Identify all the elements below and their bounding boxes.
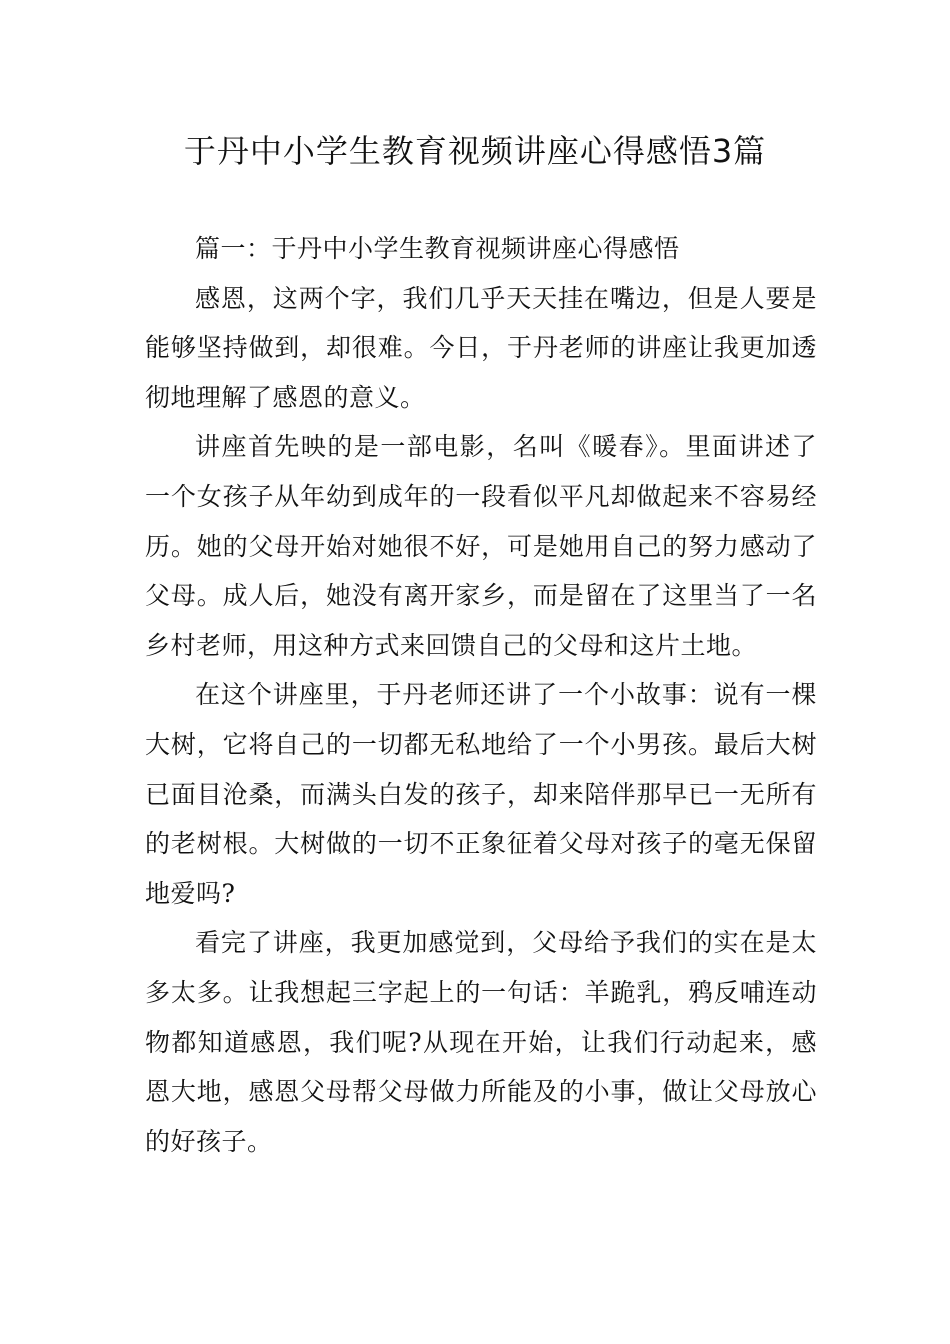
paragraph: 在这个讲座里，于丹老师还讲了一个小故事：说有一棵大树，它将自己的一切都无私地给了一个小男孩。最后大树已面目沧桑，而满头白发的孩子，却来陪伴那早已一无所有的老树根。大树做的一切不正象征着父母对孩子的毫无保留地爱吗? [145, 680, 817, 908]
document-body [145, 224, 817, 1166]
section-heading: 篇一：于丹中小学生教育视频讲座心得感悟 [195, 234, 680, 263]
document-title: 于丹中小学生教育视频讲座心得感悟3篇 [183, 132, 767, 170]
paragraph: 看完了讲座，我更加感觉到，父母给予我们的实在是太多太多。让我想起三字起上的一句话：羊跪乳，鸦反哺连动物都知道感恩，我们呢?从现在开始，让我们行动起来，感恩大地，感恩父母帮父母做力所能及的小事，做让父母放心的好孩子。 [145, 928, 817, 1156]
paragraph: 感恩，这两个字，我们几乎天天挂在嘴边，但是人要是能够坚持做到，却很难。今日，于丹老师的讲座让我更加透彻地理解了感恩的意义。 [145, 283, 817, 412]
paragraph: 讲座首先映的是一部电影，名叫《暖春》。里面讲述了一个女孩子从年幼到成年的一段看似平凡却做起来不容易经历。她的父母开始对她很不好，可是她用自己的努力感动了父母。成人后，她没有离开家乡，而是留在了这里当了一名乡村老师，用这种方式来回馈自己的父母和这片土地。 [145, 432, 817, 660]
